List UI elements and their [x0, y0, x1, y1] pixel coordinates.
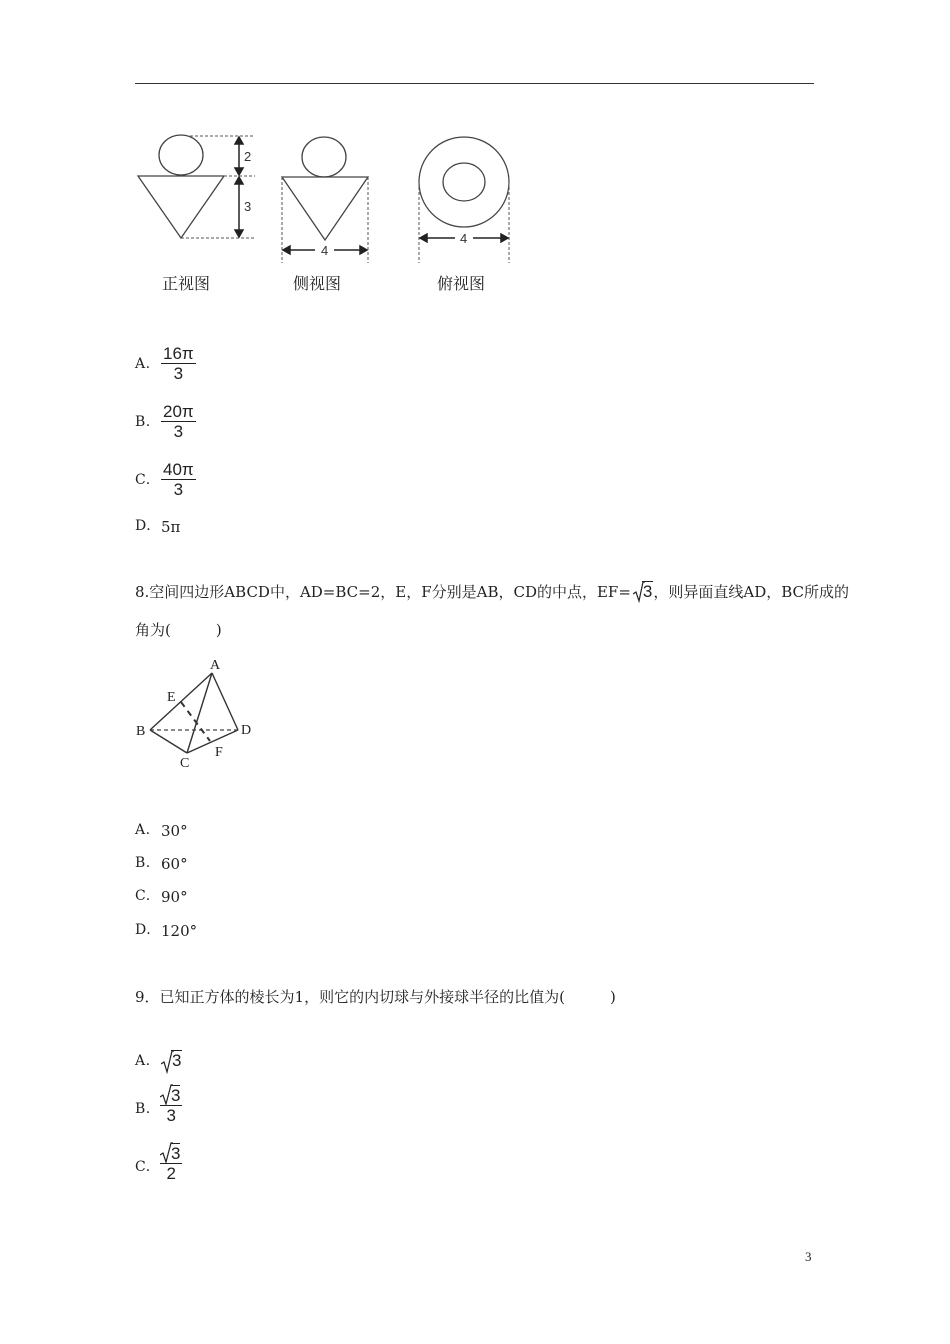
dim-side-width-label: 4	[321, 243, 329, 258]
q8-option-a-value: 30°	[161, 822, 188, 840]
q8-option-c-value: 90°	[161, 888, 188, 906]
q8-stem-part1: 8.空间四边形ABCD中，AD=BC=2，E，F分别是AB，CD的中点，EF=	[135, 583, 631, 601]
fraction-denominator: 3	[173, 480, 184, 499]
point-f-label: F	[215, 745, 223, 760]
q7-option-c-fraction	[161, 460, 196, 500]
q7-option-a-label: A.	[135, 356, 151, 372]
vertex-b-label: B	[136, 724, 146, 739]
q8-stem-part2: ，则异面直线AD，BC所成的	[653, 583, 850, 601]
front-view-cone	[138, 176, 224, 238]
vertex-c-label: C	[180, 756, 190, 771]
q7-option-c-label: C.	[135, 472, 151, 488]
fraction-numerator: 16π	[163, 344, 194, 363]
sqrt-radicand: 3	[171, 1086, 181, 1105]
dim-top-width-label: 4	[460, 231, 468, 246]
q8-stem-line1	[135, 582, 849, 603]
q8-option-c-label: C.	[135, 888, 151, 904]
side-view-sphere	[302, 137, 346, 177]
side-view-caption: 侧视图	[293, 274, 342, 293]
fraction-numerator: 20π	[163, 402, 194, 421]
point-e-label: E	[167, 690, 176, 705]
q8-option-d-value: 120°	[161, 922, 198, 940]
vertex-a-label: A	[210, 658, 221, 673]
sqrt-sign-icon	[160, 1084, 173, 1106]
tetrahedron-figure	[130, 655, 260, 775]
fraction-denominator: 2	[166, 1164, 176, 1183]
q9-option-c-fraction	[160, 1144, 182, 1184]
top-view-caption: 俯视图	[437, 274, 486, 293]
header-rule	[135, 83, 814, 84]
q9-option-a-label: A.	[135, 1053, 151, 1069]
top-view-inner-circle	[443, 163, 485, 201]
sqrt-radicand: 3	[171, 1144, 181, 1163]
q8-option-b-value: 60°	[161, 855, 188, 873]
q9-option-a-sqrt	[161, 1050, 182, 1072]
dim-2-label: 2	[244, 149, 252, 164]
sqrt-radicand: 3	[172, 1051, 182, 1070]
q9-stem: 9．已知正方体的棱长为1，则它的内切球与外接球半径的比值为( )	[135, 988, 616, 1006]
dim-3-label: 3	[244, 199, 252, 214]
front-view-sphere	[159, 135, 203, 175]
sqrt-sign-icon	[633, 581, 645, 603]
page-number: 3	[805, 1249, 812, 1264]
sqrt-sign-icon	[160, 1142, 173, 1164]
q9-option-b-fraction	[160, 1086, 182, 1126]
q7-option-d-value: 5π	[161, 518, 181, 536]
q7-option-d-label: D.	[135, 518, 152, 534]
vertex-d-label: D	[241, 723, 252, 738]
q7-option-a-fraction	[161, 344, 196, 384]
front-view-caption: 正视图	[162, 274, 211, 293]
fraction-denominator: 3	[166, 1106, 176, 1125]
fraction-numerator: 40π	[163, 460, 194, 479]
q7-option-b-label: B.	[135, 414, 151, 430]
top-view-outer-circle	[419, 137, 509, 227]
q8-option-d-label: D.	[135, 922, 152, 938]
q8-sqrt-radicand: 3	[642, 582, 653, 601]
q9-option-b-label: B.	[135, 1101, 151, 1117]
sqrt-sign-icon	[161, 1050, 174, 1074]
q8-sqrt	[633, 582, 653, 603]
fraction-denominator: 3	[173, 422, 184, 441]
q8-option-a-label: A.	[135, 822, 151, 838]
side-view-cone	[282, 177, 368, 240]
fraction-numerator	[160, 1086, 182, 1105]
q8-option-b-label: B.	[135, 855, 151, 871]
q9-option-c-label: C.	[135, 1159, 151, 1175]
fraction-numerator	[160, 1144, 182, 1163]
q7-option-b-fraction	[161, 402, 196, 442]
fraction-denominator: 3	[173, 364, 184, 383]
q8-stem-line2: 角为( )	[135, 621, 222, 639]
